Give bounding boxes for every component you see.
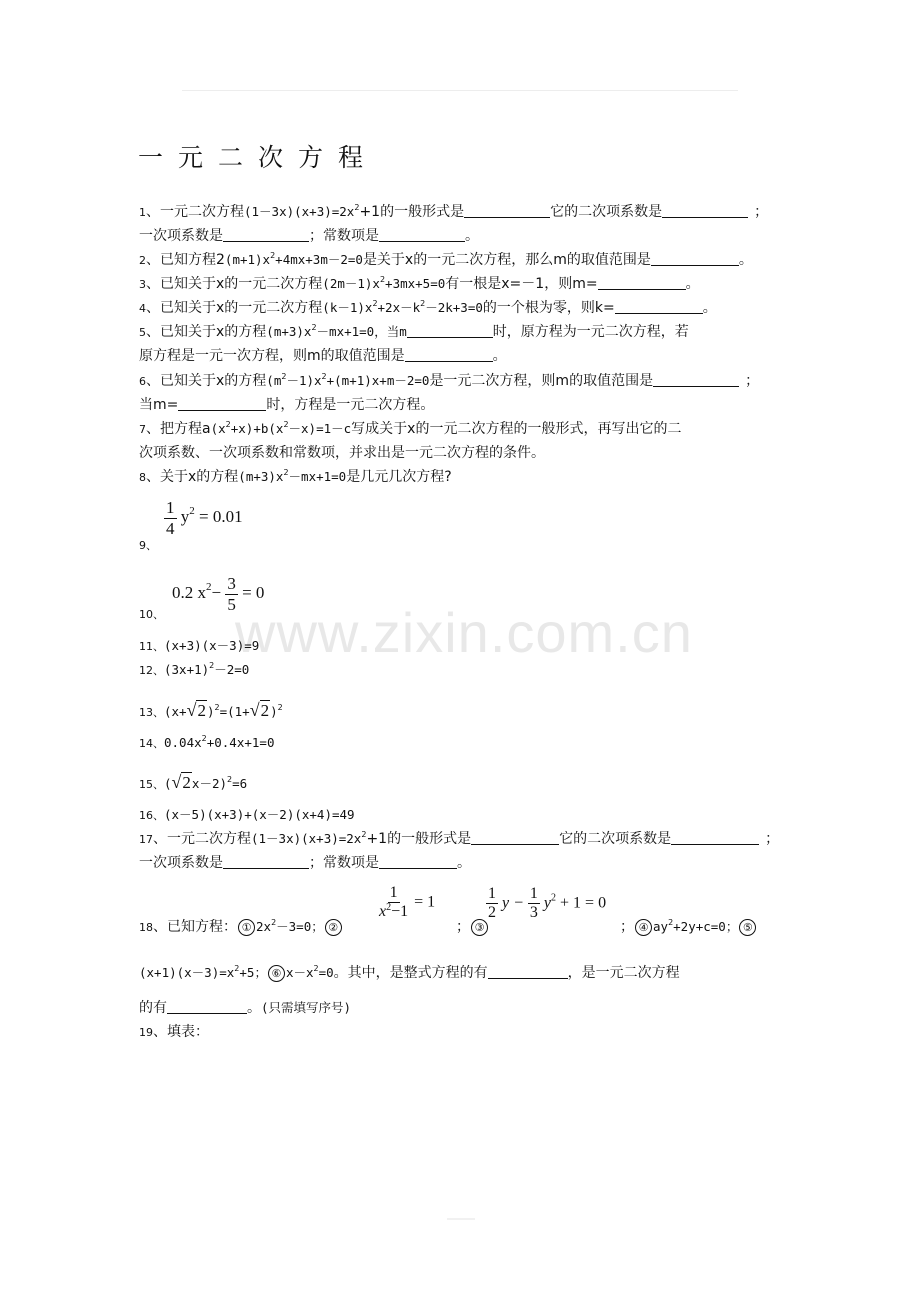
answer-blank[interactable] bbox=[488, 964, 568, 979]
question-19: 19、填表： bbox=[139, 1024, 209, 1040]
answer-blank[interactable] bbox=[615, 299, 703, 314]
question-5: 5、已知关于x的方程$(m+3)x^2-mx+1=0$，当m 时，原方程为一元二次方程，若 bbox=[139, 323, 689, 340]
choice-marker: ① bbox=[238, 919, 255, 936]
question-13: 13、$(x+√2)^2=(1+√2)^2$ bbox=[139, 700, 283, 720]
fraction: $\frac{1}{2}$ bbox=[488, 885, 496, 922]
question-12: 12、$(3x+1)^2-2=0$ bbox=[139, 661, 250, 677]
answer-blank[interactable] bbox=[651, 251, 739, 266]
fraction: $\frac{1}{3}$ bbox=[529, 885, 538, 922]
header-rule bbox=[182, 90, 738, 91]
square-root: √2 bbox=[171, 772, 191, 792]
fraction: $\frac{1}{x^2-1}$ bbox=[379, 884, 409, 921]
question-17-line-2: 一次项系数是 ；常数项是 。 bbox=[139, 855, 471, 871]
question-15: 15、$(√2x-2)^2=6$ bbox=[139, 772, 248, 792]
question-11: 11、(x+3)(x－3)=9 bbox=[139, 638, 260, 653]
question-18-line-2: $(x+1)(x-3)=x^2+5$； ⑥ $x-x^2=0$。其中，是整式方程的有 ，是一元二次方程 bbox=[139, 964, 680, 981]
question-1-line-2: 一次项系数是 ；常数项是 。 bbox=[139, 228, 479, 244]
question-16: 16、(x－5)(x+3)+(x－2)(x+4)=49 bbox=[139, 807, 355, 822]
question-18-choice-3: ； ③ bbox=[456, 917, 489, 937]
answer-blank[interactable] bbox=[223, 227, 309, 242]
answer-blank[interactable] bbox=[471, 830, 559, 845]
question-18-choice-4-5: ； ④ $ay^2+2y+c=0$； ⑤ bbox=[620, 917, 757, 937]
watermark: www.zixin.com.cn bbox=[235, 601, 693, 664]
answer-blank[interactable] bbox=[167, 999, 247, 1014]
fraction: $\frac{1}{4}$ bbox=[166, 498, 175, 538]
question-9-label: 9、 bbox=[139, 539, 157, 552]
answer-blank[interactable] bbox=[671, 830, 759, 845]
answer-blank[interactable] bbox=[653, 372, 739, 387]
question-7-line-2: 次项系数、一次项系数和常数项，并求出是一元二次方程的条件。 bbox=[139, 445, 545, 461]
question-14: 14、$0.04x^2+0.4x+1=0$ bbox=[139, 734, 275, 750]
answer-blank[interactable] bbox=[598, 275, 686, 290]
question-18: 18、已知方程： ① $2x^2-3=0$； ② bbox=[139, 917, 343, 938]
question-4: 4、已知关于x的一元二次方程$(k-1)x^2+2x-k^2-2k+3=0$的一个根为零，则k= 。 bbox=[139, 299, 717, 316]
answer-blank[interactable] bbox=[407, 323, 493, 338]
question-2: 2、已知方程$2(m+1)x^2+4mx+3m-2=0$是关于x的一元二次方程，那么m的取值范围是 。 bbox=[139, 251, 753, 268]
question-3: 3、已知关于x的一元二次方程$(2m-1)x^2+3mx+5=0$有一根是x=－1，则m= 。 bbox=[139, 275, 700, 292]
choice-marker: ⑤ bbox=[739, 919, 756, 936]
question-18-line-3: 的有 。(只需填写序号) bbox=[139, 1000, 352, 1016]
answer-blank[interactable] bbox=[223, 854, 309, 869]
answer-blank[interactable] bbox=[178, 396, 266, 411]
page-title: 一元二次方程 bbox=[138, 143, 379, 172]
question-7: 7、把方程$a(x^2+x)+b(x^2-x)=1-c$写成关于x的一元二次方程的一般形式，再写出它的二 bbox=[139, 420, 682, 437]
question-6-line-2: 当m= 时，方程是一元二次方程。 bbox=[139, 397, 435, 413]
fraction: $\frac{3}{5}$ bbox=[227, 574, 236, 614]
question-9-equation: $\frac{1}{4}$ $y^2 = 0.01$ bbox=[166, 498, 243, 538]
question-1: 1、一元二次方程$(1-3x)(x+3)=2x^2+1$的一般形式是 它的二次项系数是 ； bbox=[139, 203, 769, 220]
choice-marker: ③ bbox=[471, 919, 488, 936]
square-root: √2 bbox=[186, 700, 206, 720]
equation-3: $\frac{1}{2}$ y − $\frac{1}{3}$ $y^2 + 1 = 0$ bbox=[488, 885, 607, 922]
question-10-equation: 0.2 $x^2-$ $\frac{3}{5}$ = 0 bbox=[172, 574, 265, 614]
answer-blank[interactable] bbox=[379, 227, 465, 242]
question-10-label: 10、 bbox=[139, 608, 164, 621]
choice-marker: ⑥ bbox=[268, 965, 285, 982]
question-8: 8、关于x的方程$(m+3)x^2-mx+1=0$是几元几次方程? bbox=[139, 468, 452, 485]
choice-marker: ② bbox=[325, 919, 342, 936]
equation-2: $\frac{1}{x^2-1}$ = 1 bbox=[379, 884, 436, 921]
square-root: √2 bbox=[249, 700, 270, 720]
answer-blank[interactable] bbox=[405, 347, 493, 362]
answer-blank[interactable] bbox=[464, 203, 550, 218]
answer-blank[interactable] bbox=[379, 854, 457, 869]
question-17: 17、一元二次方程$(1-3x)(x+3)=2x^2+1$的一般形式是 它的二次项系数是 ； bbox=[139, 830, 780, 847]
question-5-line-2: 原方程是一元一次方程，则m的取值范围是 。 bbox=[139, 348, 507, 364]
choice-marker: ④ bbox=[635, 919, 652, 936]
question-6: 6、已知关于x的方程$(m^2-1)x^2+(m+1)x+m-2=0$是一元二次方程，则m的取值范围是 ； bbox=[139, 372, 760, 389]
footer-mark bbox=[447, 1218, 475, 1220]
answer-blank[interactable] bbox=[662, 203, 748, 218]
